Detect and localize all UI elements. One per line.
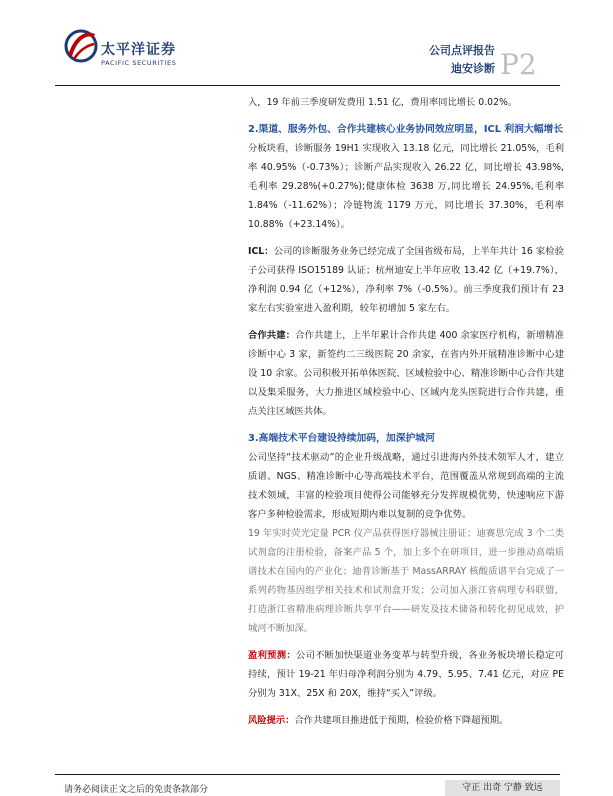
risk-paragraph (248, 711, 564, 730)
header-divider (55, 85, 560, 86)
brand-name-cn: 太平洋证券 (101, 42, 176, 58)
section-3-paragraph-2: 19 年实时荧光定量 PCR 仪产品获得医疗器械注册证；迪赛思完成 3 个二类试剂盒的注册检验，备案产品 5 个，加上多个在研项目，进一步推动高端质谱技术在国内的产业化；迪普诊断基于 MassARRAY 核酸质谱平台完成了一系列药物基因组学相关技术和试剂盒开发；公司加入浙江省病理专科联盟，打造浙江省精准病理诊断共享平台——研发及技术储备和转化初见成效，护城河不断加深。 (248, 528, 564, 634)
brand-name-en: PACIFIC SECURITIES (101, 59, 177, 67)
section-2-heading: 2.渠道、服务外包、合作共建核心业务协同效应明显，ICL 利润大幅增长 (248, 124, 564, 135)
profit-forecast-label: 盈利预测： (248, 650, 296, 661)
cooperation-paragraph (248, 326, 564, 421)
icl-text: 公司的诊断服务业务已经完成了全国省级布局，上半年共计 16 家检验子公司获得 ISO15189 认证；杭州迪安上半年应收 13.42 亿（+19.7%），净利润 0.94 亿（+12%），净利率 7%（-0.5%）。前三季度我们预计有 23 家左右实验室进入盈利期，较年初增加 5 家左右。 (248, 246, 564, 314)
report-body (248, 93, 564, 730)
profit-forecast-text: 公司不断加快渠道业务变革与转型升级，各业务板块增长稳定可持续，预计 19-21 年归母净利润分别为 4.79、5.95、7.41 亿元，对应 PE 分别为 31X、25X 和 20X，维持“买入”评级。 (248, 650, 564, 699)
risk-text: 合作共建项目推进低于预期，检验价格下降超预期。 (294, 715, 509, 726)
section-3-paragraph-1: 公司坚持“技术驱动”的企业升级战略，通过引进海内外技术领军人才，建立质谱、NGS、精准诊断中心等高端技术平台，范围覆盖从常规到高端的主流技术领域，丰富的检验项目使得公司能够充分发挥规模优势，快速响应下游客户多种检验需求，形成短期内难以复制的竞争优势。 (248, 452, 564, 520)
footer-disclaimer: 请务必阅读正文之后的免责条款部分 (64, 785, 209, 795)
icl-label: ICL： (248, 246, 274, 257)
footer-divider (55, 774, 560, 775)
profit-forecast-paragraph (248, 646, 564, 703)
company-logo (64, 26, 186, 74)
risk-label: 风险提示： (248, 715, 295, 726)
cooperation-label: 合作共建： (248, 330, 296, 341)
report-type: 公司点评报告 (429, 44, 495, 57)
cooperation-text: 合作共建上，上半年累计合作共建 400 余家医疗机构，新增精准诊断中心 3 家，新签约二三级医院 20 余家，在省内外开展精准诊断中心建设 10 余家。公司积极开拓单体医院、区域检验中心、精准诊断中心合作共建以及集采服务，大力推进区域检验中心、区域内龙头医院进行合作共建，重点关注区域医共体。 (248, 330, 564, 417)
footer-motto: 守正 出奇 宁静 致远 (445, 780, 560, 796)
icl-paragraph (248, 242, 564, 318)
logo-emblem-icon (64, 26, 98, 66)
intro-text: 入，19 年前三季度研发费用 1.51 亿，费用率同比增长 0.02%。 (248, 97, 518, 108)
section-2-paragraph: 分板块看，诊断服务 19H1 实现收入 13.18 亿元，同比增长 21.05%，毛利率 40.95%（-0.73%）；诊断产品实现收入 26.22 亿，同比增长 43.98%,毛利率 29.28%(+0.27%);健康体检 3638 万,同比增长 24.95%,毛利率 1.84%（-11.62%）；冷链物流 1179 万元，同比增长 37.30%，毛利率 10.88%（+23.14%）。 (248, 143, 564, 230)
company-name: 迪安诊断 (451, 62, 495, 75)
section-3-heading: 3.高端技术平台建设持续加码，加深护城河 (248, 433, 435, 444)
page-number: P2 (500, 48, 537, 81)
